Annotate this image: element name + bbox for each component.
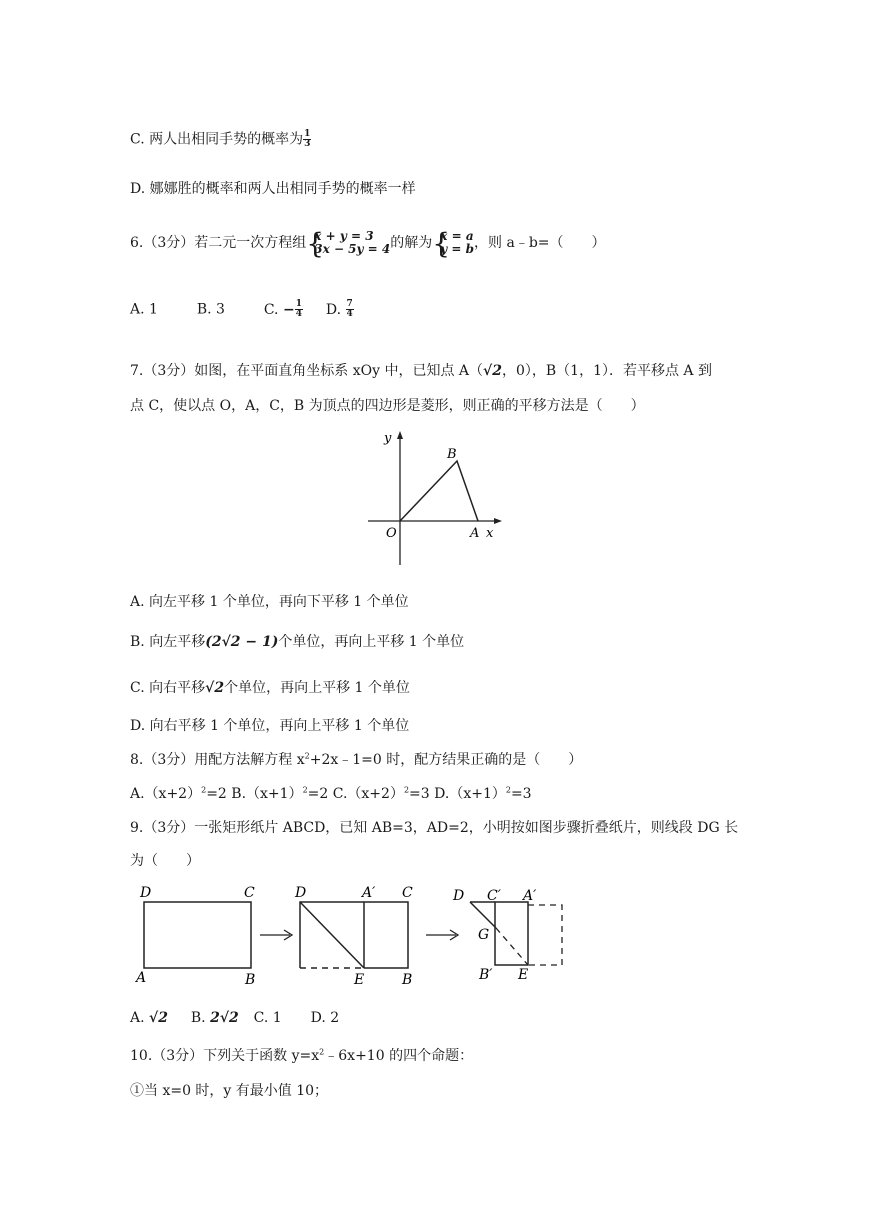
q6-stem: 6.（3分）若二元一次方程组 { x + y = 3 3x − 5y = 4 的解为 { x = a y = b ，则 a﹣b=（ ） [130, 227, 606, 260]
fig2-label-b: B [402, 972, 413, 988]
q9-option-c: C. 1 [253, 1010, 282, 1026]
fraction-one-third: $\frac{1}{3}$ [304, 129, 311, 149]
q7-option-b: B. 向左平移(2√2 − 1)个单位，再向上平移 1 个单位 [130, 634, 465, 650]
q8-option-a: $A.(x+2)^2=2$ [130, 785, 227, 802]
q6-option-a: A. 1 [130, 301, 158, 318]
q5-option-d: D. 娜娜胜的概率和两人出相同手势的概率一样 [130, 181, 416, 197]
fig3-label-g: G [478, 927, 490, 943]
q9-stem-line1: 9.（3分）一张矩形纸片 ABCD，已知 AB=3，AD=2，小明按如图步骤折叠纸片，则线段 DG 长 [130, 820, 739, 836]
fig2-label-a-prime: A′ [362, 885, 376, 901]
q8-options [130, 785, 532, 803]
fig3-label-a-prime: A′ [523, 888, 537, 904]
solution-system: { x = a y = b [432, 227, 475, 260]
q8-option-b: $B.(x+1)^2=2$ [231, 785, 329, 802]
fig1-label-a: A [136, 970, 147, 986]
fig1-label-d: D [140, 885, 152, 901]
q7-option-c: C. 向右平移√2个单位，再向上平移 1 个单位 [130, 680, 410, 696]
q10-item-1: ①当 x=0 时，y 有最小值 10； [130, 1083, 329, 1099]
q6-options [130, 300, 354, 319]
q7-stem-line1: 7.（3分）如图，在平面直角坐标系 xOy 中，已知点 A（√2，0），B（1，1）．若平移点 A 到 [130, 363, 712, 379]
fig1-label-b: B [245, 972, 256, 988]
q8-option-d: $D.(x+1)^2=3$ [434, 785, 532, 802]
q6-option-d: D. $\frac{7}{4}$ [325, 299, 353, 319]
q8-option-c: $C.(x+2)^2=3$ [332, 785, 430, 802]
q10-stem: 10.（3分）下列关于函数 $y=x^2﹣6x+10$ 的四个命题： [130, 1047, 474, 1064]
fig-label-b: B [447, 447, 457, 462]
fig-label-o: O [386, 526, 397, 541]
fig3-label-b-prime: B′ [479, 967, 493, 983]
fig3-label-d: D [453, 888, 465, 904]
fig-label-a: A [470, 526, 480, 541]
q9-option-d: D. 2 [310, 1010, 340, 1026]
fig2-label-c: C [402, 885, 413, 901]
q9-options [130, 1009, 339, 1027]
q9-option-a: A. √2 [130, 1010, 168, 1026]
fig-label-y: y [384, 431, 392, 446]
q6-option-c: C. − $\frac{1}{4}$ [263, 299, 302, 319]
q6-option-b: B. 3 [196, 301, 225, 318]
q9-option-b: B. 2√2 [190, 1010, 239, 1026]
q7-option-a: A. 向左平移 1 个单位，再向下平移 1 个单位 [130, 594, 409, 610]
q9-stem-line2: 为（ ） [130, 853, 200, 869]
fig-label-x: x [486, 526, 494, 541]
fig3-label-c-prime: C′ [487, 888, 501, 904]
q9-folding-figure [130, 880, 580, 990]
q8-stem: 8.（3分）用配方法解方程 $x^2+2x﹣1=0$ 时，配方结果正确的是（ ） [130, 751, 583, 768]
fig3-label-e: E [518, 967, 529, 983]
q7-coordinate-figure [360, 425, 505, 570]
q7-stem-line2: 点 C，使以点 O，A，C，B 为顶点的四边形是菱形，则正确的平移方法是（ ） [130, 398, 645, 414]
fig1-label-c: C [244, 885, 255, 901]
fig2-label-d: D [295, 885, 307, 901]
fig2-label-e: E [354, 972, 365, 988]
equation-system: { x + y = 3 3x − 5y = 4 [306, 227, 391, 260]
q5-option-c: C. 两人出相同手势的概率为 $\frac{1}{3}$ [130, 129, 311, 149]
q7-option-d: D. 向右平移 1 个单位，再向上平移 1 个单位 [130, 718, 410, 734]
